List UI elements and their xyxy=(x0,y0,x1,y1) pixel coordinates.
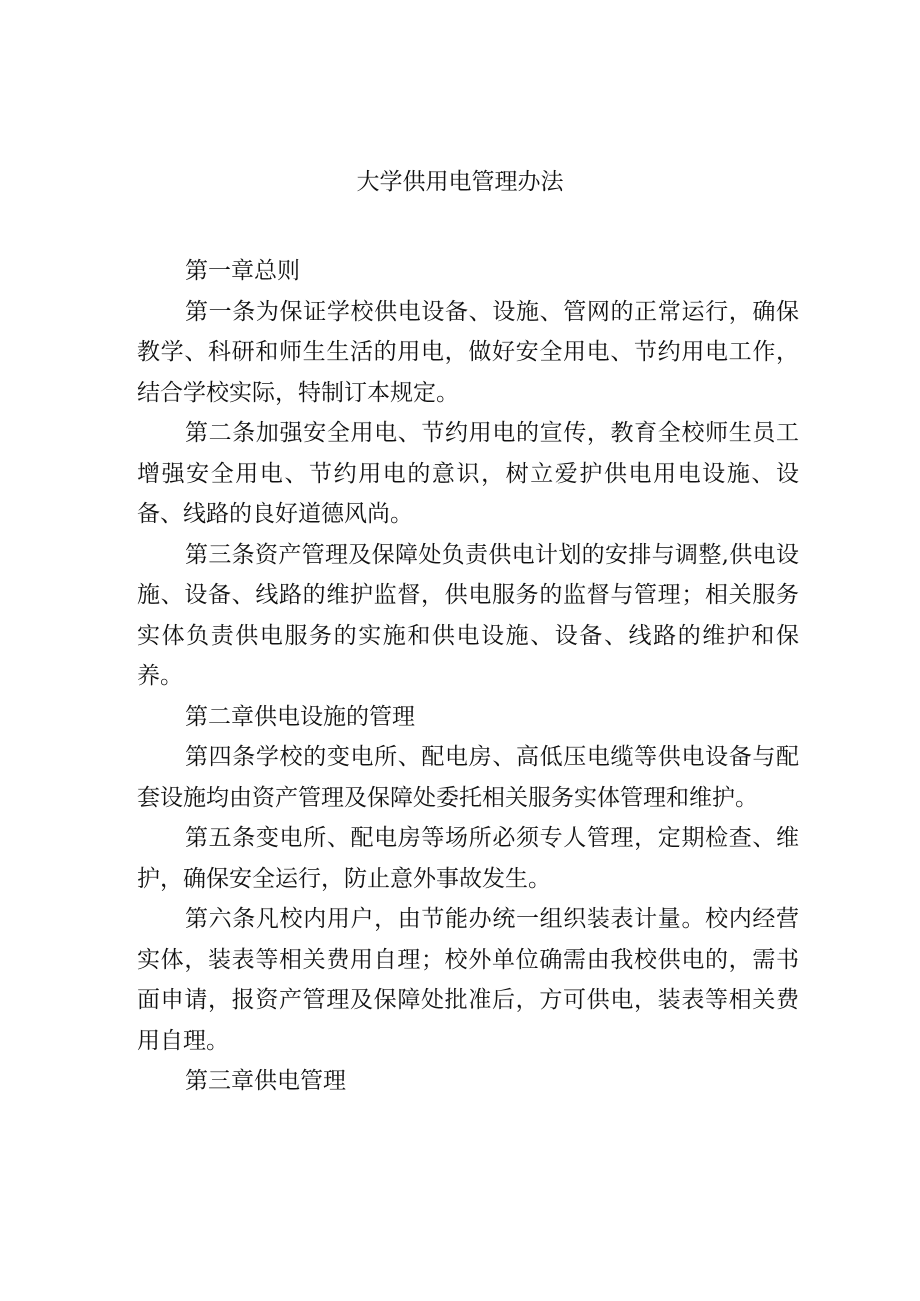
paragraph: 第六条凡校内用户，由节能办统一组织装表计量。校内经营实体，装表等相关费用自理；校外单位确需由我校供电的，需书面申请，报资产管理及保障处批准后，方可供电，装表等相关费用自理。 xyxy=(137,906,799,1054)
paragraph: 第二条加强安全用电、节约用电的宣传，教育全校师生员工增强安全用电、节约用电的意识，树立爱护供电用电设施、设备、线路的良好道德风尚。 xyxy=(137,420,799,527)
chapter-heading: 第一章总则 xyxy=(185,258,300,284)
chapter-heading: 第二章供电设施的管理 xyxy=(185,703,415,730)
paragraph: 第五条变电所、配电房等场所必须专人管理，定期检查、维护，确保安全运行，防止意外事故发生。 xyxy=(137,825,799,892)
paragraph: 第三条资产管理及保障处负责供电计划的安排与调整,供电设施、设备、线路的维护监督，供电服务的监督与管理；相关服务实体负责供电服务的实施和供电设施、设备、线路的维护和保养。 xyxy=(137,541,799,689)
document-title: 大学供用电管理办法 xyxy=(356,169,564,195)
paragraph: 第四条学校的变电所、配电房、高低压电缆等供电设备与配套设施均由资产管理及保障处委托相关服务实体管理和维护。 xyxy=(137,744,799,811)
document-body xyxy=(137,251,799,1102)
paragraph: 第一条为保证学校供电设备、设施、管网的正常运行，确保教学、科研和师生生活的用电，做好安全用电、节约用电工作，结合学校实际，特制订本规定。 xyxy=(137,298,799,406)
chapter-heading: 第三章供电管理 xyxy=(185,1068,346,1094)
